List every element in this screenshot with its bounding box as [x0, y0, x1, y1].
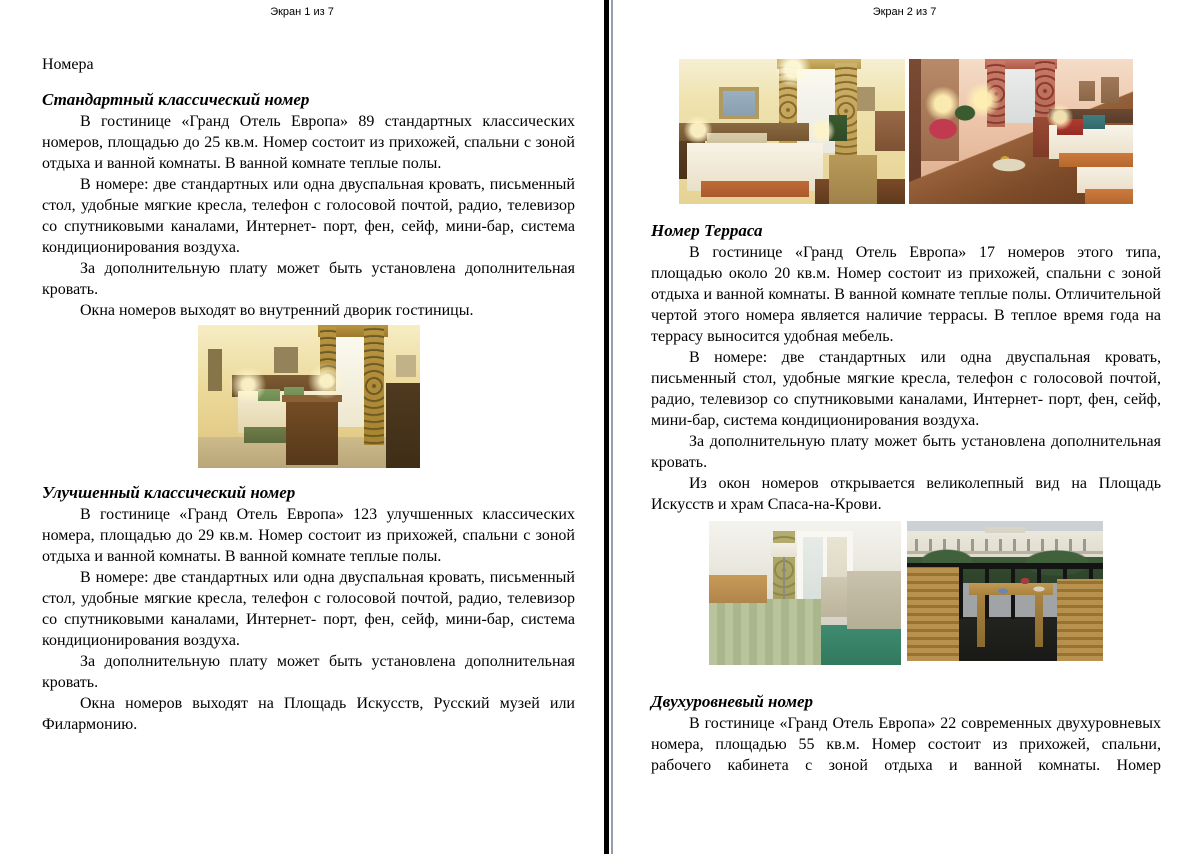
paragraph: Окна номеров выходят во внутренний дворик гостиницы.	[80, 302, 474, 319]
paragraph: За дополнительную плату может быть установлена дополнительная кровать.	[42, 653, 575, 691]
paragraph: В гостинице «Гранд Отель Европа» 89 стандартных классических номеров, площадью до 25 кв.м. Номер состоит из прихожей, спальни с зоной отдыха и ванной комнаты. В ванной комнате теплые полы.	[42, 113, 575, 172]
section-heading-improved-classic: Улучшенный классический номер	[42, 483, 296, 502]
classic-room-twin-beds-photo	[909, 59, 1133, 204]
paragraph: В номере: две стандартных или одна двуспальная кровать, письменный стол, удобные мягкие кресла, телефон с голосовой почтой, радио, телевизор со спутниковыми каналами, Интернет- порт, фен, сейф, мини-бар, система кондиционирования воздуха.	[42, 569, 575, 649]
paragraph: Окна номеров выходят на Площадь Искусств, Русский музей или Филармонию.	[42, 695, 575, 733]
paragraph: В гостинице «Гранд Отель Европа» 123 улучшенных классических номера, площадью до 29 кв.м. Номер состоит из прихожей, спальни с зоной отдыха и ванной комнаты. В ванной комнате теплые полы.	[42, 506, 575, 565]
paragraph: В номере: две стандартных или одна двуспальная кровать, письменный стол, удобные мягкие кресла, телефон с голосовой почтой, радио, телевизор со спутниковыми каналами, Интернет- порт, фен, сейф, мини-бар, система кондиционирования воздуха.	[42, 176, 575, 256]
section-heading-standard-classic: Стандартный классический номер	[42, 90, 310, 109]
photo-row-top	[651, 59, 1161, 204]
paragraph: За дополнительную плату может быть установлена дополнительная кровать.	[42, 260, 575, 298]
section-heading-terrace: Номер Терраса	[651, 221, 763, 240]
intro-line: Номера	[42, 56, 94, 73]
photo-wrapper	[42, 325, 575, 468]
paragraph: В гостинице «Гранд Отель Европа» 17 номеров этого типа, площадью около 20 кв.м. Номер состоит из прихожей, спальни с зоной отдыха и ванной комнаты. В ванной комнате теплые полы. Отличительной чертой этого номера является наличие террасы. В теплое время года на террасу выносится удобная мебель.	[651, 244, 1161, 345]
page-2-content	[613, 59, 1196, 776]
page-1-header: Экран 1 из 7	[270, 6, 334, 18]
paragraph: В номере: две стандартных или одна двуспальная кровать, письменный стол, удобные мягкие кресла, телефон с голосовой почтой, радио, телевизор со спутниковыми каналами, Интернет- порт, фен, сейф, мини-бар, система кондиционирования воздуха.	[651, 349, 1161, 429]
terrace-room-interior-photo	[709, 521, 901, 665]
paragraph: За дополнительную плату может быть установлена дополнительная кровать.	[651, 433, 1161, 471]
paragraph: Из окон номеров открывается великолепный вид на Площадь Искусств и храм Спаса-на-Крови.	[651, 475, 1161, 513]
standard-classic-room-photo	[198, 325, 420, 468]
page-divider-black-line	[604, 0, 609, 854]
paragraph: В гостинице «Гранд Отель Европа» 22 современных двухуровневых номера, площадью 55 кв.м. Номер состоит из прихожей, спальни, рабочего кабинета с зоной отдыха и ванной комнаты. Номер	[651, 715, 1161, 774]
terrace-balcony-view-photo	[907, 521, 1103, 661]
section-heading-duplex: Двухуровневый номер	[651, 692, 814, 711]
page-2-header: Экран 2 из 7	[872, 6, 937, 18]
page-2	[613, 0, 1196, 854]
page-1-content	[0, 0, 604, 735]
classic-room-window-photo	[679, 59, 905, 204]
photo-row-middle	[651, 521, 1161, 665]
